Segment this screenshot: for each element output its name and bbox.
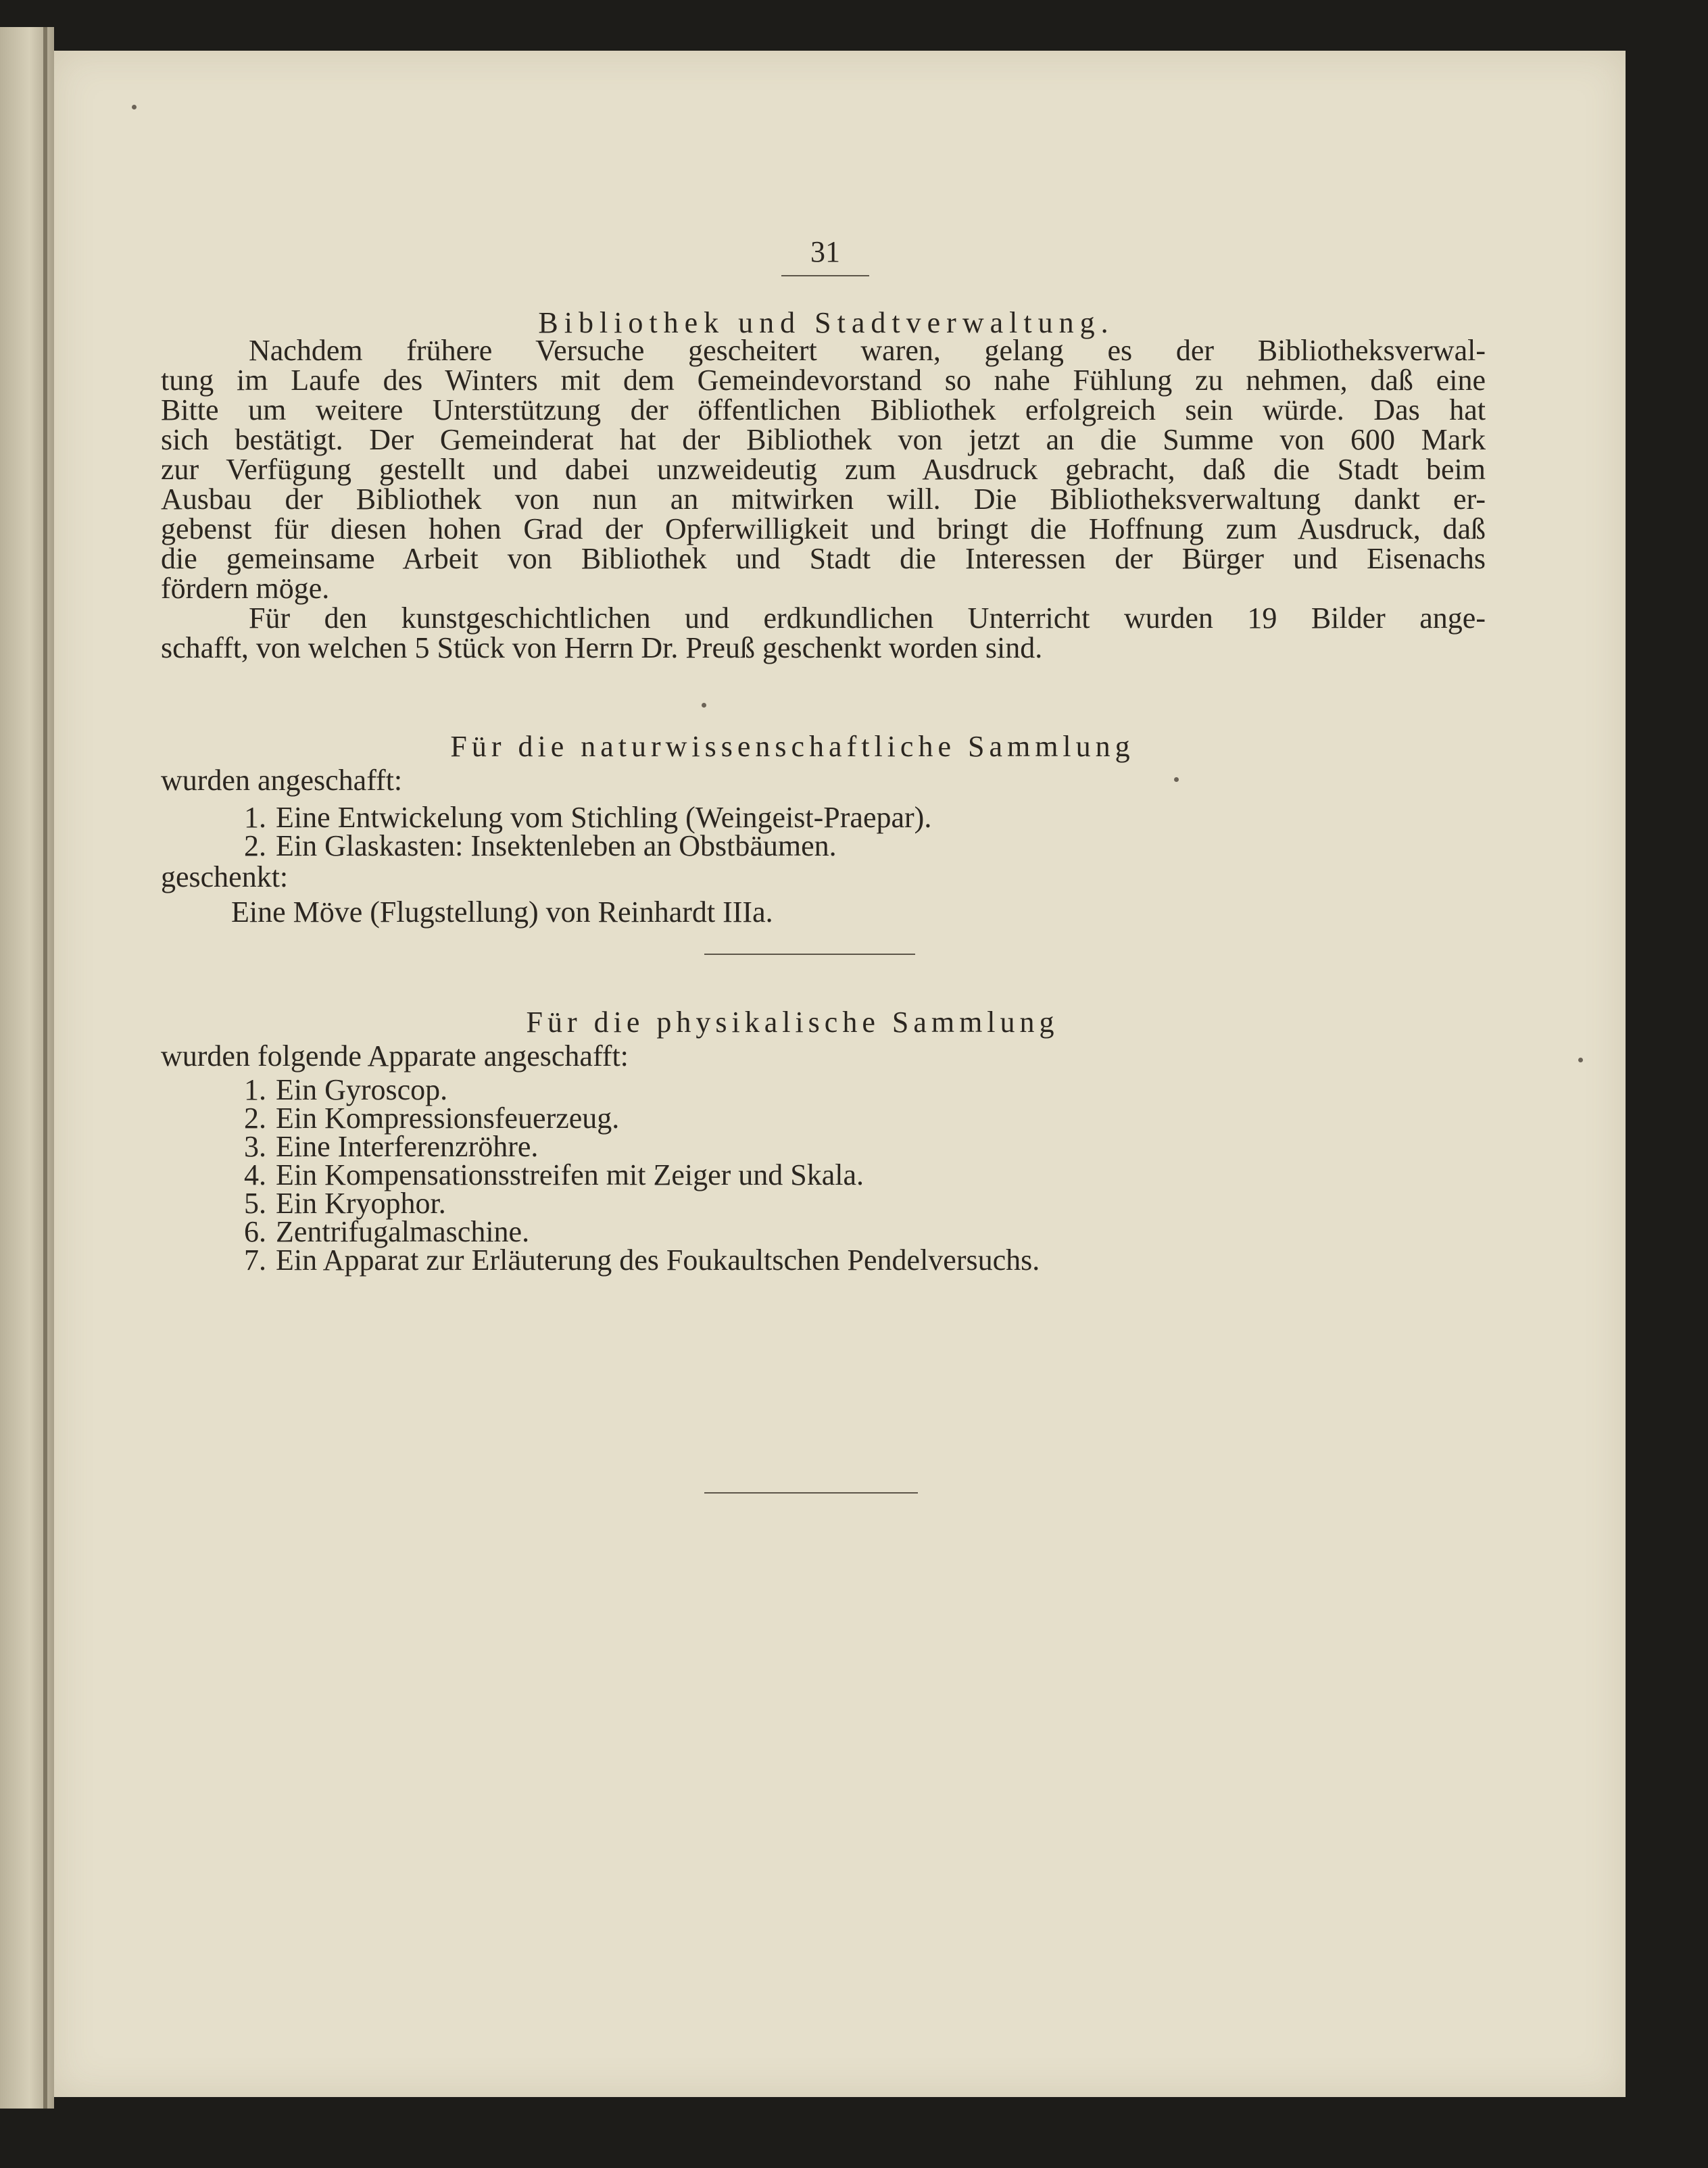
list-item-text: Zentrifugalmaschine.	[276, 1215, 530, 1248]
list-item-number: 3.	[244, 1130, 266, 1163]
list-item	[231, 1243, 1040, 1277]
document-page	[54, 51, 1626, 2097]
natural-science-donated-label: geschenkt:	[161, 860, 289, 893]
paragraph-line: tung im Laufe des Winters mit dem Gemeindevorstand so nahe Fühlung zu nehmen, daß eine	[161, 364, 1486, 397]
list-item-text: Ein Kompensationsstreifen mit Zeiger und Skala.	[276, 1158, 864, 1191]
list-item	[231, 829, 837, 863]
paragraph-line: Bitte um weitere Unterstützung der öffentlichen Bibliothek erfolgreich sein würde. Das hat	[161, 393, 1486, 426]
library-paragraph	[161, 336, 1486, 663]
list-item-number: 2.	[244, 1102, 266, 1135]
list-item-text: Ein Apparat zur Erläuterung des Foukaultschen Pendelversuchs.	[276, 1243, 1040, 1277]
paragraph-line: gebenst für diesen hohen Grad der Opferwilligkeit und bringt die Hoffnung zum Ausdruck, daß	[161, 512, 1486, 545]
paragraph-line: zur Verfügung gestellt und dabei unzweideutig zum Ausdruck gebracht, daß die Stadt beim	[161, 453, 1486, 486]
paragraph-line: schafft, von welchen 5 Stück von Herrn Dr. Preuß geschenkt worden sind.	[161, 631, 1043, 664]
natural-science-donated-item: Eine Möve (Flugstellung) von Reinhardt IIIa.	[231, 895, 773, 929]
list-item-text: Ein Kryophor.	[276, 1187, 446, 1220]
paragraph-line: die gemeinsame Arbeit von Bibliothek und Stadt die Interessen der Bürger und Eisenachs	[161, 542, 1486, 575]
physics-purchased-label: wurden folgende Apparate angeschafft:	[161, 1039, 629, 1073]
paragraph-line: sich bestätigt. Der Gemeinderat hat der Bibliothek von jetzt an die Summe von 600 Mark	[161, 423, 1486, 456]
library-heading: Bibliothek und Stadtverwaltung.	[538, 306, 1115, 339]
list-item-text: Eine Entwickelung vom Stichling (Weingeist-Praepar).	[276, 801, 932, 834]
page-number: 31	[810, 235, 840, 268]
natural-science-purchased-label: wurden angeschafft:	[161, 764, 403, 797]
paragraph-line: Für den kunstgeschichtlichen und erdkundlichen Unterricht wurden 19 Bilder ange-	[249, 601, 1486, 635]
list-item-number: 1.	[244, 1073, 266, 1106]
section-divider	[704, 954, 915, 955]
natural-science-heading: Für die naturwissenschaftliche Sammlung	[450, 730, 1135, 763]
paragraph-line: fördern möge.	[161, 572, 330, 605]
physics-heading: Für die physikalische Sammlung	[526, 1006, 1059, 1039]
paper-speck	[1578, 1058, 1583, 1062]
closing-rule	[704, 1492, 918, 1494]
list-item-number: 7.	[244, 1243, 266, 1277]
list-item-text: Ein Kompressionsfeuerzeug.	[276, 1102, 620, 1135]
paper-speck	[132, 105, 137, 109]
paper-speck	[702, 703, 706, 708]
page-number-rule	[781, 275, 869, 276]
list-item-number: 4.	[244, 1158, 266, 1191]
list-item-number: 2.	[244, 829, 266, 862]
paper-speck	[1174, 777, 1179, 782]
list-item-text: Ein Gyroscop.	[276, 1073, 448, 1106]
paragraph-line: Ausbau der Bibliothek von nun an mitwirken will. Die Bibliotheksverwaltung dankt er-	[161, 483, 1486, 516]
list-item-text: Ein Glaskasten: Insektenleben an Obstbäumen.	[276, 829, 837, 862]
list-item-number: 6.	[244, 1215, 266, 1248]
list-item-number: 1.	[244, 801, 266, 834]
paragraph-line: Nachdem frühere Versuche gescheitert waren, gelang es der Bibliotheksverwal-	[249, 334, 1486, 367]
list-item-number: 5.	[244, 1187, 266, 1220]
list-item-text: Eine Interferenzröhre.	[276, 1130, 539, 1163]
